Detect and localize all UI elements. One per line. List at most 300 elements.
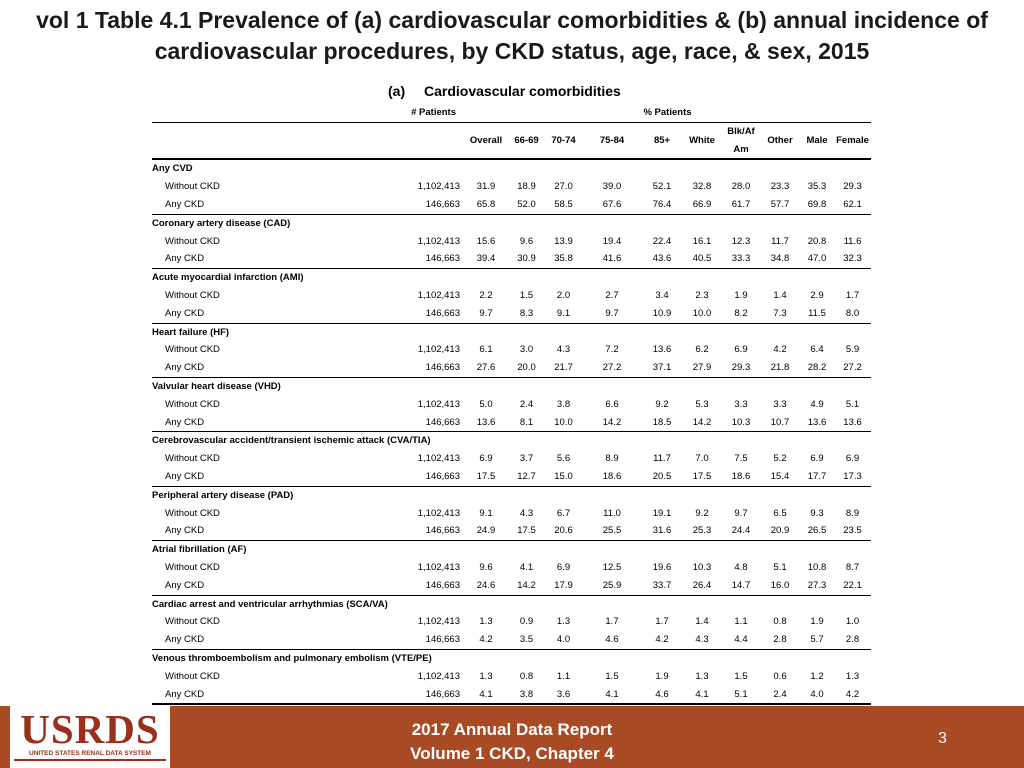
category-label: Atrial fibrillation (AF) [152,541,871,559]
row-label: Without CKD [165,181,220,193]
percent-cell: 23.3 [770,181,790,193]
row-label: Any CKD [165,307,205,319]
patient-count: 1,102,413 [417,616,460,628]
percent-cell: 5.6 [556,453,571,465]
percent-cell: 4.2 [479,634,493,646]
patient-count: 1,102,413 [417,507,460,519]
percent-cell: 4.1 [682,686,722,705]
percent-cell: 0.6 [773,670,787,682]
category-row [152,269,871,287]
percent-cell: 5.7 [810,634,824,646]
comorbidity-table [152,104,871,705]
percent-cell: 2.7 [605,289,619,301]
percent-cell: 1.7 [655,616,669,628]
percent-cell: 21.8 [770,362,790,374]
table-row [152,668,871,686]
patient-count: 1,102,413 [417,453,460,465]
percent-header: % Patients [643,107,692,118]
percent-cell: 4.3 [519,507,534,519]
percent-cell: 5.1 [845,398,860,410]
percent-cell: 52.0 [517,198,536,210]
percent-cell: 10.3 [731,416,751,428]
percent-cell: 9.6 [519,235,534,247]
percent-cell: 20.9 [770,525,790,537]
category-label: Heart failure (HF) [152,323,871,341]
table-row [152,613,871,631]
row-label: Without CKD [165,507,220,519]
percent-cell: 6.9 [479,453,493,465]
percent-cell: 61.7 [731,198,751,210]
percent-cell: 1.5 [519,289,534,301]
percent-cell: 16.1 [692,235,712,247]
category-label: Valvular heart disease (VHD) [152,377,871,395]
percent-cell: 15.4 [770,470,790,482]
percent-cell: 66.9 [692,198,712,210]
percent-cell: 1.7 [605,616,619,628]
percent-cell: 11.0 [603,507,621,519]
table-row [152,196,871,214]
percent-cell: 6.7 [556,507,571,519]
percent-cell: 15.6 [476,235,496,247]
percent-cell: 6.4 [810,344,824,356]
percent-cell: 14.2 [692,416,712,428]
percent-cell: 7.2 [605,344,619,356]
percent-cell: 18.9 [517,181,536,193]
table-row [152,631,871,649]
row-label: Any CKD [165,470,205,482]
patient-count: 146,663 [425,307,460,319]
row-label: Without CKD [165,289,220,301]
patient-count: 1,102,413 [417,344,460,356]
percent-cell: 22.4 [652,235,672,247]
percent-cell: 14.7 [731,579,751,591]
percent-cell: 6.6 [605,398,619,410]
percent-cell: 62.1 [843,198,862,210]
row-label: Without CKD [165,235,220,247]
row-label: Any CKD [165,416,205,428]
percent-cell: 17.5 [476,470,496,482]
percent-cell: 1.5 [605,670,619,682]
percent-cell: 32.8 [692,181,712,193]
percent-cell: 11.7 [653,453,671,465]
percent-cell: 4.1 [464,686,508,705]
table-row [152,577,871,595]
percent-cell: 18.6 [602,470,622,482]
percent-cell: 24.9 [476,525,496,537]
percent-cell: 4.0 [800,686,834,705]
percent-cell: 13.6 [807,416,827,428]
percent-cell: 39.4 [476,253,496,265]
table-row [152,559,871,577]
percent-cell: 20.5 [652,470,672,482]
percent-cell: 9.1 [556,307,571,319]
percent-cell: 1.2 [810,670,824,682]
category-row [152,595,871,613]
patient-count: 1,102,413 [417,181,460,193]
percent-cell: 27.0 [554,181,573,193]
percent-cell: 21.7 [554,362,573,374]
row-label: Any CKD [165,362,205,374]
percent-cell: 1.4 [695,616,709,628]
percent-cell: 18.5 [652,416,672,428]
percent-cell: 33.3 [731,253,751,265]
percent-cell: 1.4 [773,289,787,301]
percent-cell: 10.3 [692,561,712,573]
column-header: White [682,122,722,159]
column-header: Other [760,122,800,159]
row-label: Without CKD [165,344,220,356]
patient-count: 146,663 [352,686,464,705]
percent-cell: 8.9 [845,507,860,519]
table-row [152,468,871,486]
patients-header: # Patients [411,107,456,118]
percent-cell: 6.9 [556,561,571,573]
row-label: Without CKD [165,616,220,628]
category-row [152,649,871,667]
patient-count: 1,102,413 [417,670,460,682]
percent-cell: 6.9 [734,344,748,356]
percent-cell: 4.8 [734,561,748,573]
percent-cell: 20.6 [554,525,573,537]
logo-divider [14,759,166,761]
percent-cell: 17.3 [843,470,862,482]
percent-cell: 4.6 [642,686,682,705]
percent-cell: 14.2 [517,579,536,591]
percent-cell: 5.3 [695,398,709,410]
percent-cell: 6.1 [479,344,493,356]
usrds-logo [10,706,170,768]
percent-cell: 20.0 [517,362,536,374]
percent-cell: 3.5 [519,634,534,646]
percent-cell: 11.5 [808,307,826,319]
percent-cell: 27.2 [602,362,622,374]
category-row [152,377,871,395]
percent-cell: 2.8 [773,634,787,646]
percent-cell: 10.8 [807,561,827,573]
percent-cell: 13.6 [652,344,672,356]
percent-cell: 11.6 [843,235,862,247]
percent-cell: 1.3 [479,670,493,682]
category-row [152,323,871,341]
category-row [152,214,871,232]
patient-count: 146,663 [425,579,460,591]
percent-cell: 10.0 [692,307,712,319]
percent-cell: 34.8 [770,253,790,265]
percent-cell: 27.3 [807,579,827,591]
category-label: Any CVD [152,163,193,175]
percent-cell: 1.7 [845,289,860,301]
header-group-row [152,104,871,122]
percent-cell: 13.6 [843,416,862,428]
percent-cell: 1.9 [810,616,824,628]
column-header: 85+ [642,122,682,159]
row-label: Without CKD [165,453,220,465]
percent-cell: 2.8 [845,634,860,646]
category-label: Venous thromboembolism and pulmonary embolism (VTE/PE) [152,649,871,667]
row-label: Any CKD [165,634,205,646]
title-line-1: vol 1 Table 4.1 Prevalence of (a) cardiovascular comorbidities & (b) annual incidence of [36,7,988,33]
percent-cell: 13.6 [476,416,496,428]
percent-cell: 7.3 [773,307,787,319]
patient-count: 146,663 [425,198,460,210]
percent-cell: 25.9 [602,579,622,591]
percent-cell: 4.2 [655,634,669,646]
percent-cell: 1.5 [734,670,748,682]
percent-cell: 1.3 [695,670,709,682]
percent-cell: 4.0 [556,634,571,646]
percent-cell: 8.9 [605,453,619,465]
percent-cell: 47.0 [807,253,827,265]
patient-count: 1,102,413 [417,398,460,410]
percent-cell: 17.9 [554,579,573,591]
patient-count: 146,663 [425,253,460,265]
row-label: Without CKD [165,670,220,682]
percent-cell: 17.5 [692,470,712,482]
subtitle-label: (a) [388,83,406,99]
percent-cell: 9.1 [479,507,493,519]
percent-cell: 3.3 [773,398,787,410]
category-row [152,159,871,178]
percent-cell: 1.3 [556,616,571,628]
row-label: Without CKD [165,561,220,573]
column-header: Blk/Af Am [722,122,760,159]
percent-cell: 2.4 [519,398,534,410]
percent-cell: 8.2 [734,307,748,319]
percent-cell: 8.7 [845,561,860,573]
percent-cell: 2.3 [695,289,709,301]
column-header: Overall [464,122,508,159]
percent-cell: 30.9 [517,253,536,265]
column-header: 66-69 [508,122,545,159]
percent-cell: 9.7 [605,307,619,319]
percent-cell: 9.3 [810,507,824,519]
table-row [152,450,871,468]
row-label: Any CKD [152,686,352,705]
table-row [152,250,871,268]
percent-cell: 10.7 [770,416,790,428]
table-row [152,505,871,523]
percent-cell: 16.0 [770,579,790,591]
percent-cell: 32.3 [843,253,862,265]
category-label: Cardiac arrest and ventricular arrhythmias (SCA/VA) [152,595,871,613]
percent-cell: 65.8 [476,198,496,210]
percent-cell: 23.5 [843,525,862,537]
column-header: Male [800,122,834,159]
percent-cell: 1.9 [655,670,669,682]
table-row [152,233,871,251]
percent-cell: 40.5 [692,253,712,265]
percent-cell: 17.7 [807,470,827,482]
percent-cell: 35.3 [807,181,827,193]
row-label: Any CKD [165,198,205,210]
percent-cell: 3.8 [508,686,545,705]
percent-cell: 37.1 [652,362,672,374]
percent-cell: 5.0 [479,398,493,410]
category-label: Acute myocardial infarction (AMI) [152,269,871,287]
patient-count: 1,102,413 [417,289,460,301]
subtitle-text: Cardiovascular comorbidities [424,83,621,99]
patient-count: 146,663 [425,362,460,374]
percent-cell: 52.1 [652,181,672,193]
percent-cell: 8.3 [519,307,534,319]
logo-wordmark: USRDS [20,706,160,752]
percent-cell: 4.1 [582,686,642,705]
percent-cell: 9.2 [695,507,709,519]
percent-cell: 8.1 [519,416,534,428]
percent-cell: 4.3 [695,634,709,646]
category-label: Peripheral artery disease (PAD) [152,486,871,504]
percent-cell: 1.1 [734,616,748,628]
row-label: Any CKD [165,253,205,265]
percent-cell: 27.9 [692,362,712,374]
patient-count: 1,102,413 [417,561,460,573]
table-row [152,287,871,305]
percent-cell: 29.3 [843,181,862,193]
percent-cell: 0.8 [519,670,534,682]
percent-cell: 33.7 [652,579,672,591]
percent-cell: 6.2 [695,344,709,356]
percent-cell: 3.6 [545,686,582,705]
percent-cell: 1.1 [556,670,571,682]
percent-cell: 7.5 [734,453,748,465]
percent-cell: 20.8 [807,235,827,247]
percent-cell: 25.5 [602,525,622,537]
percent-cell: 31.6 [652,525,672,537]
percent-cell: 5.2 [773,453,787,465]
patient-count: 146,663 [425,525,460,537]
percent-cell: 67.6 [602,198,622,210]
percent-cell: 8.0 [845,307,860,319]
table-row [152,686,871,705]
percent-cell: 28.2 [807,362,827,374]
percent-cell: 3.8 [556,398,571,410]
category-row [152,486,871,504]
percent-cell: 19.4 [602,235,622,247]
percent-cell: 25.3 [692,525,712,537]
percent-cell: 4.1 [519,561,534,573]
percent-cell: 4.2 [773,344,787,356]
percent-cell: 1.3 [479,616,493,628]
column-header: 70-74 [545,122,582,159]
percent-cell: 29.3 [731,362,751,374]
percent-cell: 9.2 [655,398,669,410]
percent-cell: 26.4 [692,579,712,591]
percent-cell: 1.0 [845,616,860,628]
report-title [392,718,632,766]
percent-cell: 6.5 [773,507,787,519]
category-row [152,432,871,450]
percent-cell: 4.2 [834,686,871,705]
percent-cell: 10.9 [652,307,672,319]
patient-count: 146,663 [425,416,460,428]
percent-cell: 11.7 [771,235,789,247]
percent-cell: 1.9 [734,289,748,301]
report-line-1: 2017 Annual Data Report [411,720,613,739]
percent-cell: 7.0 [695,453,709,465]
percent-cell: 3.3 [734,398,748,410]
percent-cell: 4.3 [556,344,571,356]
percent-cell: 6.9 [810,453,824,465]
percent-cell: 12.5 [602,561,622,573]
percent-cell: 39.0 [602,181,622,193]
report-line-2: Volume 1 CKD, Chapter 4 [410,744,614,763]
percent-cell: 58.5 [554,198,573,210]
column-header: Female [834,122,871,159]
percent-cell: 35.8 [554,253,573,265]
percent-cell: 14.2 [602,416,622,428]
page-number: 3 [938,730,947,747]
percent-cell: 27.6 [476,362,496,374]
table-row [152,414,871,432]
percent-cell: 26.5 [807,525,827,537]
percent-cell: 9.7 [479,307,493,319]
percent-cell: 9.6 [479,561,493,573]
table-subtitle [388,83,621,99]
category-label: Coronary artery disease (CAD) [152,214,871,232]
title-line-2: cardiovascular procedures, by CKD status, age, race, & sex, 2015 [154,38,870,64]
percent-cell: 12.3 [731,235,751,247]
percent-cell: 15.0 [554,470,573,482]
percent-cell: 6.9 [845,453,860,465]
percent-cell: 17.5 [517,525,536,537]
percent-cell: 0.9 [519,616,534,628]
table-row [152,396,871,414]
category-label: Cerebrovascular accident/transient ischemic attack (CVA/TIA) [152,432,871,450]
slide-title [0,5,1024,67]
percent-cell: 5.1 [722,686,760,705]
percent-cell: 19.1 [652,507,672,519]
percent-cell: 0.8 [773,616,787,628]
table-row [152,305,871,323]
percent-cell: 12.7 [517,470,536,482]
percent-cell: 3.0 [519,344,534,356]
percent-cell: 3.7 [519,453,534,465]
percent-cell: 22.1 [843,579,862,591]
percent-cell: 57.7 [770,198,790,210]
percent-cell: 2.9 [810,289,824,301]
percent-cell: 24.6 [476,579,496,591]
table-row [152,522,871,540]
percent-cell: 31.9 [476,181,496,193]
percent-cell: 41.6 [602,253,622,265]
table-row [152,341,871,359]
column-header-row [152,122,871,159]
percent-cell: 9.7 [734,507,748,519]
table-row [152,359,871,377]
percent-cell: 19.6 [652,561,672,573]
percent-cell: 4.4 [734,634,748,646]
category-row [152,541,871,559]
percent-cell: 4.6 [605,634,619,646]
percent-cell: 28.0 [731,181,751,193]
percent-cell: 13.9 [554,235,573,247]
row-label: Without CKD [165,398,220,410]
percent-cell: 2.2 [479,289,493,301]
footer-bar [0,706,1024,768]
percent-cell: 43.6 [652,253,672,265]
percent-cell: 3.4 [655,289,669,301]
percent-cell: 4.9 [810,398,824,410]
patient-count: 1,102,413 [417,235,460,247]
patient-count: 146,663 [425,634,460,646]
percent-cell: 18.6 [731,470,751,482]
percent-cell: 27.2 [843,362,862,374]
percent-cell: 76.4 [652,198,672,210]
column-header: 75-84 [582,122,642,159]
row-label: Any CKD [165,525,205,537]
percent-cell: 10.0 [554,416,573,428]
table-row [152,178,871,196]
